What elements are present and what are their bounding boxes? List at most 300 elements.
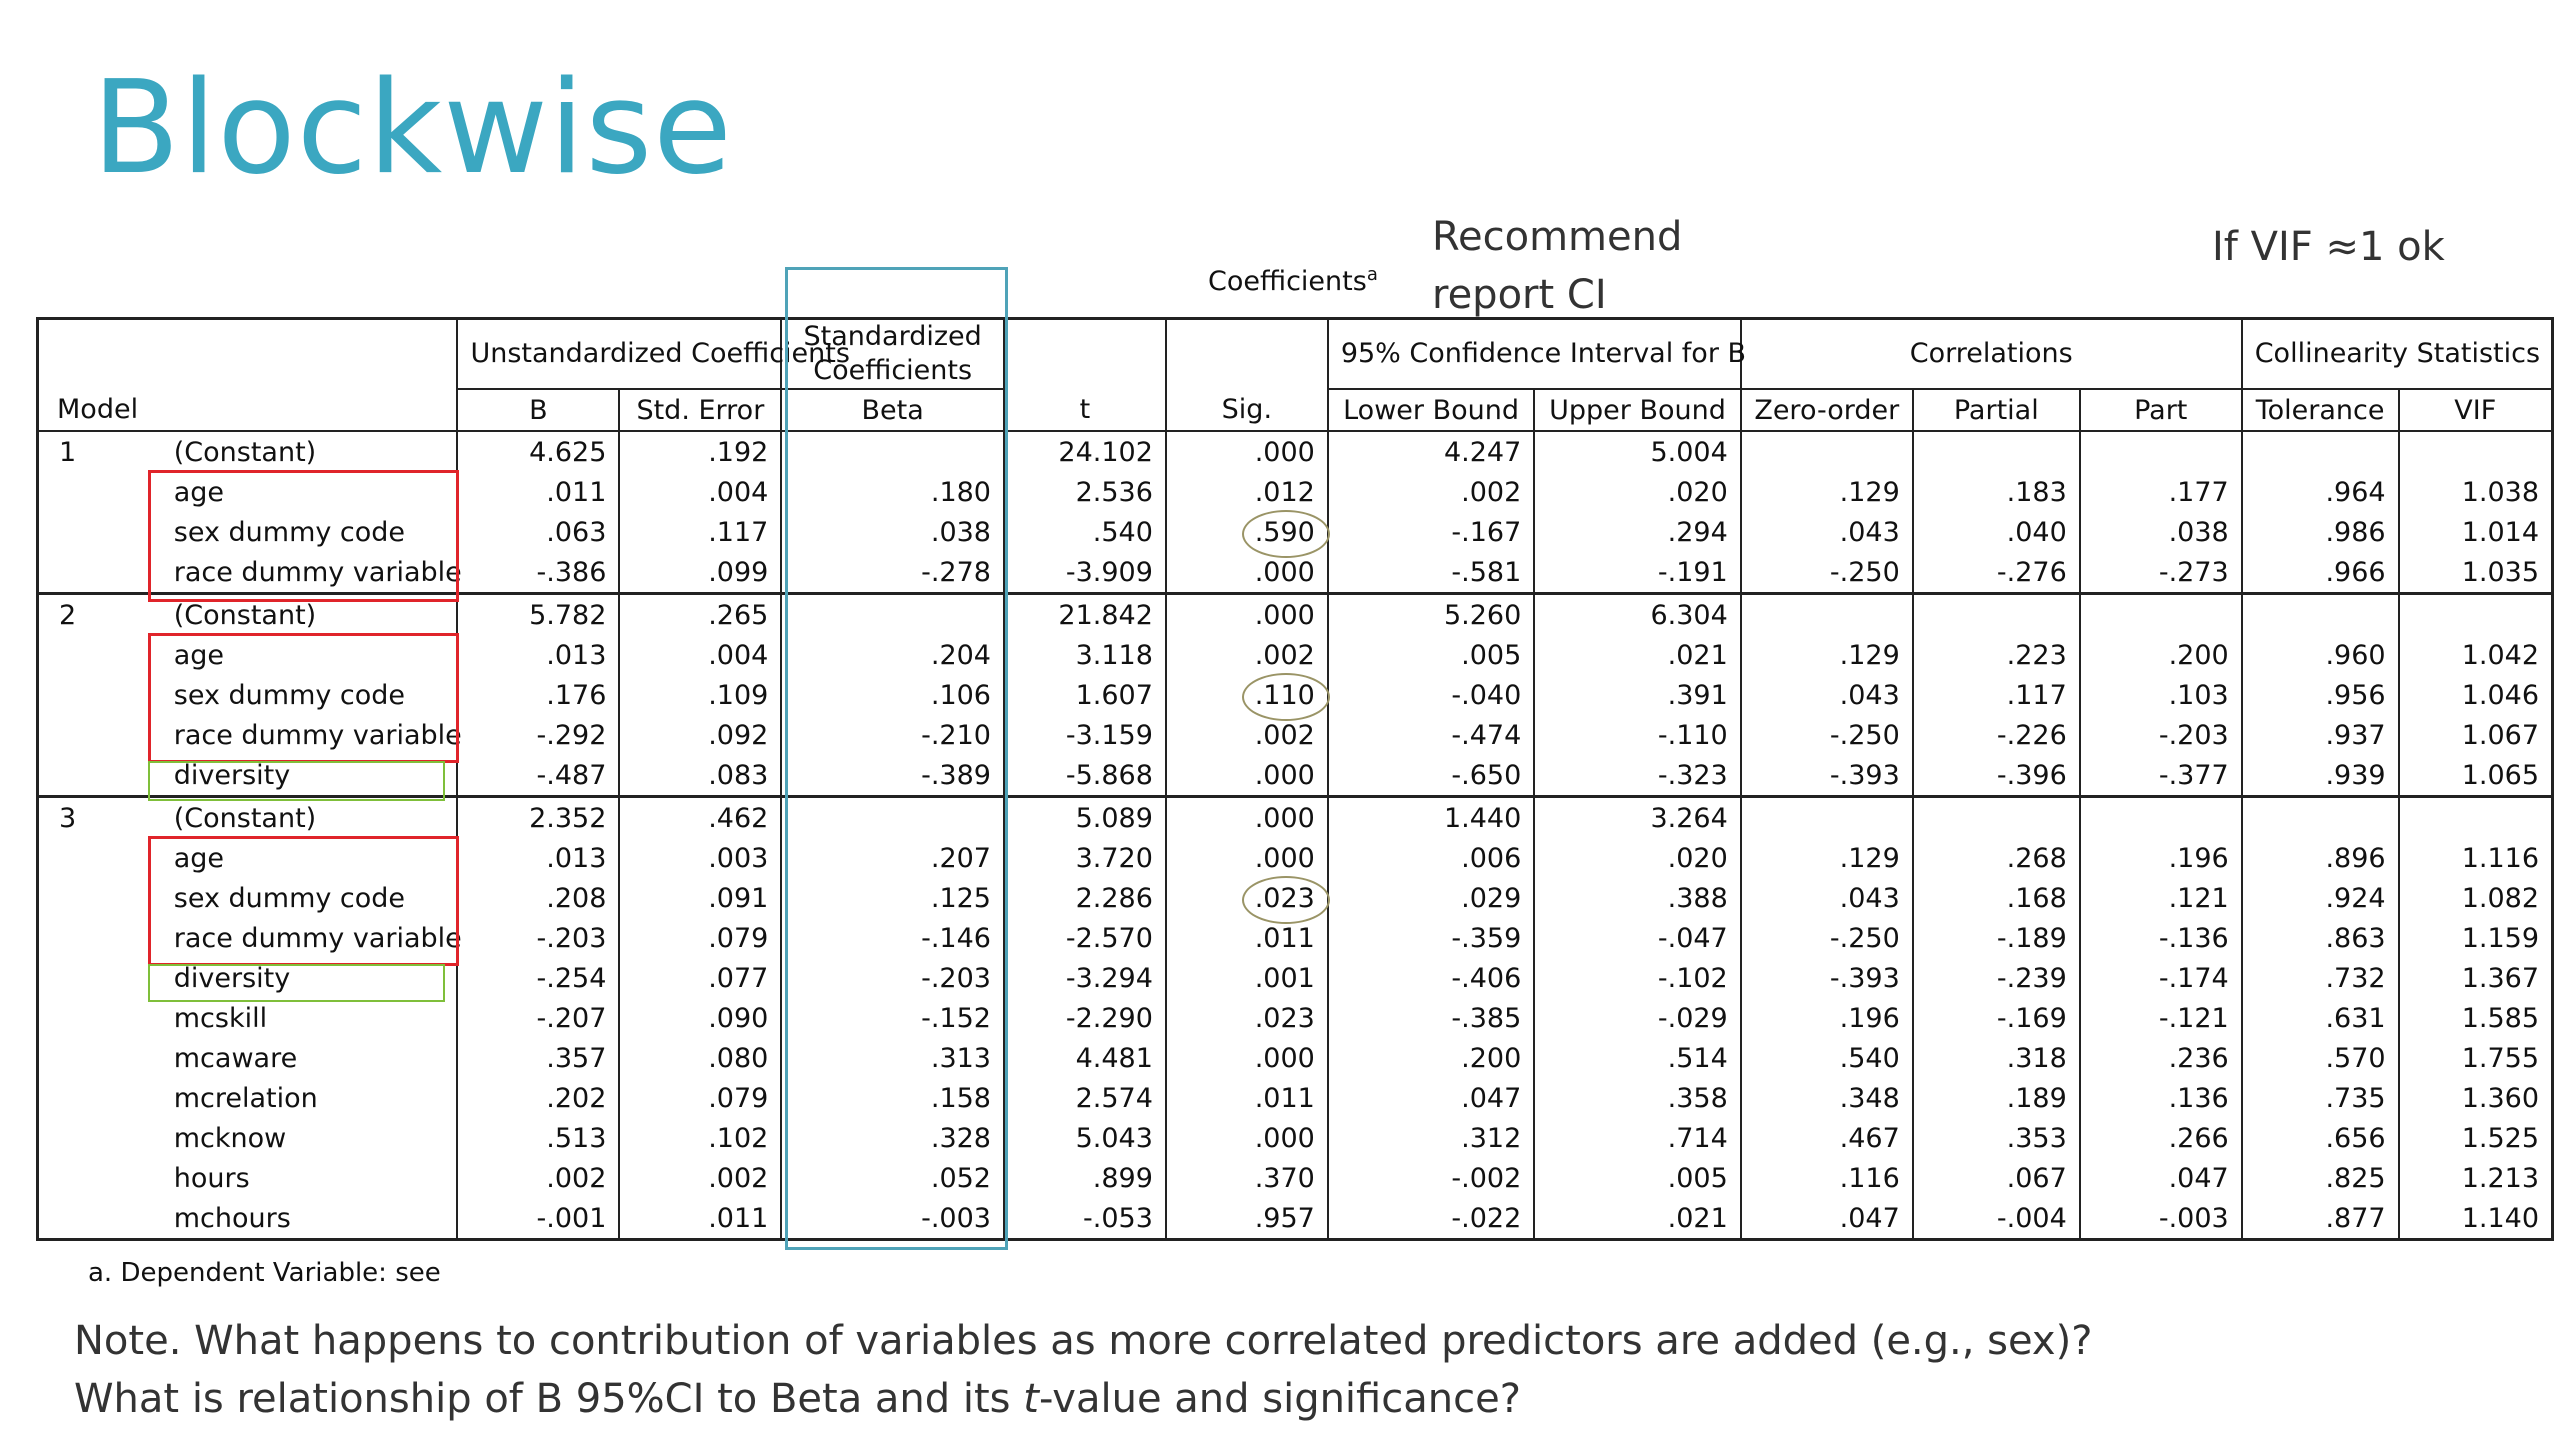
cell-b: 5.782: [457, 594, 619, 636]
header-sig-spacer: [1166, 319, 1328, 390]
cell-partial: -.169: [1913, 998, 2080, 1038]
header-unstd: Unstandardized Coefficients: [457, 319, 781, 390]
cell-vif: 1.046: [2461, 679, 2539, 711]
cell-b: .013: [457, 635, 619, 675]
cell-zero: .043: [1741, 512, 1913, 552]
note-line-1: Note. What happens to contribution of variables as more correlated predictors are added (e.g., sex)?: [74, 1318, 2093, 1364]
cell-upper: -.191: [1534, 552, 1740, 594]
cell-vif: 1.038: [2461, 476, 2539, 508]
header-b: B: [457, 389, 619, 431]
cell-upper: .021: [1534, 1198, 1740, 1240]
model-number: [38, 918, 144, 958]
cell-part: -.377: [2080, 755, 2242, 797]
cell-se: .077: [619, 958, 781, 998]
cell-lower: -.167: [1328, 512, 1534, 552]
cell-tol: .863: [2242, 918, 2399, 958]
cell-upper: 6.304: [1534, 594, 1740, 636]
table-row: [38, 918, 2553, 958]
model-number: [38, 755, 144, 797]
cell-beta: .125: [781, 878, 1004, 918]
cell-upper: -.102: [1534, 958, 1740, 998]
cell-tol: .924: [2242, 878, 2399, 918]
cell-se: .091: [619, 878, 781, 918]
cell-tol: .964: [2242, 472, 2399, 512]
cell-zero: .196: [1741, 998, 1913, 1038]
cell-upper: .388: [1534, 878, 1740, 918]
cell-beta: [781, 431, 1004, 472]
predictor-name: (Constant): [144, 431, 458, 472]
cell-zero: -.250: [1741, 552, 1913, 594]
table-row: [38, 472, 2553, 512]
cell-part: .177: [2080, 472, 2242, 512]
cell-part: -.136: [2080, 918, 2242, 958]
cell-t: .899: [1004, 1158, 1166, 1198]
cell-partial: -.276: [1913, 552, 2080, 594]
cell-b: -.207: [457, 998, 619, 1038]
cell-lower: .200: [1328, 1038, 1534, 1078]
cell-beta: .158: [781, 1078, 1004, 1118]
table-row: [38, 1078, 2553, 1118]
cell-partial: .318: [1913, 1038, 2080, 1078]
predictor-name: age: [144, 472, 458, 512]
cell-tol: .986: [2242, 512, 2399, 552]
cell-partial: [1913, 797, 2080, 839]
cell-t: 3.118: [1004, 635, 1166, 675]
cell-part: .121: [2080, 878, 2242, 918]
model-number: [38, 635, 144, 675]
cell-t: -5.868: [1004, 755, 1166, 797]
header-model-spacer: [38, 319, 458, 390]
cell-t: -2.570: [1004, 918, 1166, 958]
cell-vif: [2399, 431, 2553, 472]
cell-tol: .896: [2242, 838, 2399, 878]
cell-t: 3.720: [1004, 838, 1166, 878]
cell-lower: -.650: [1328, 755, 1534, 797]
header-vif: VIF: [2399, 389, 2553, 431]
ci-annotation-line2: report CI: [1432, 272, 1607, 318]
table-row: [38, 1118, 2553, 1158]
model-number: [38, 878, 144, 918]
cell-b: .002: [457, 1158, 619, 1198]
cell-beta: .052: [781, 1158, 1004, 1198]
cell-beta: [781, 594, 1004, 636]
cell-partial: .353: [1913, 1118, 2080, 1158]
cell-zero: .047: [1741, 1198, 1913, 1240]
cell-part: -.121: [2080, 998, 2242, 1038]
cell-partial: [1913, 431, 2080, 472]
cell-se: .090: [619, 998, 781, 1038]
cell-lower: .005: [1328, 635, 1534, 675]
cell-partial: .183: [1913, 472, 2080, 512]
predictor-name: mcaware: [144, 1038, 458, 1078]
cell-upper: .391: [1534, 675, 1740, 715]
cell-zero: [1741, 431, 1913, 472]
cell-sig: .000: [1166, 1118, 1328, 1158]
cell-partial: -.189: [1913, 918, 2080, 958]
cell-vif: 1.213: [2461, 1162, 2539, 1194]
cell-partial: -.239: [1913, 958, 2080, 998]
header-zero-order: Zero-order: [1741, 389, 1913, 431]
cell-sig: .011: [1166, 918, 1328, 958]
table-row: [38, 998, 2553, 1038]
cell-b: .513: [457, 1118, 619, 1158]
header-part: Part: [2080, 389, 2242, 431]
slide-note: [74, 1312, 2092, 1428]
model-number: [38, 512, 144, 552]
note-line-2-italic: t: [1023, 1376, 1039, 1422]
table-row: [38, 594, 2553, 636]
header-upper: Upper Bound: [1534, 389, 1740, 431]
cell-sig: .000: [1166, 838, 1328, 878]
model-number: [38, 1158, 144, 1198]
model-number: [38, 1078, 144, 1118]
header-std: Standardized Coefficients: [781, 319, 1004, 390]
predictor-name: sex dummy code: [144, 512, 458, 552]
cell-b: .208: [457, 878, 619, 918]
cell-beta: .204: [781, 635, 1004, 675]
cell-b: .063: [457, 512, 619, 552]
cell-vif: 1.755: [2461, 1042, 2539, 1074]
cell-t: -3.159: [1004, 715, 1166, 755]
predictor-name: race dummy variable: [144, 552, 458, 594]
cell-b: .176: [457, 675, 619, 715]
cell-part: -.174: [2080, 958, 2242, 998]
cell-se: .004: [619, 472, 781, 512]
cell-sig: .000: [1166, 594, 1328, 636]
cell-tol: .656: [2242, 1118, 2399, 1158]
predictor-name: age: [144, 635, 458, 675]
cell-upper: .020: [1534, 472, 1740, 512]
model-number: [38, 1038, 144, 1078]
cell-vif: 1.159: [2461, 922, 2539, 954]
coefficients-body: [38, 431, 2553, 1240]
header-t-spacer: [1004, 319, 1166, 390]
model-number: 3: [59, 802, 77, 834]
cell-se: .011: [619, 1198, 781, 1240]
cell-partial: .067: [1913, 1158, 2080, 1198]
cell-partial: -.004: [1913, 1198, 2080, 1240]
cell-b: -.386: [457, 552, 619, 594]
predictor-name: age: [144, 838, 458, 878]
cell-se: .102: [619, 1118, 781, 1158]
cell-beta: -.203: [781, 958, 1004, 998]
cell-t: .540: [1004, 512, 1166, 552]
table-row: [38, 715, 2553, 755]
cell-b: 4.625: [457, 431, 619, 472]
cell-upper: -.110: [1534, 715, 1740, 755]
cell-sig: .000: [1166, 552, 1328, 594]
cell-t: 5.043: [1004, 1118, 1166, 1158]
cell-zero: -.250: [1741, 715, 1913, 755]
cell-sig: .000: [1166, 431, 1328, 472]
cell-vif: 1.367: [2461, 962, 2539, 994]
cell-zero: -.250: [1741, 918, 1913, 958]
cell-beta: -.389: [781, 755, 1004, 797]
cell-t: 21.842: [1004, 594, 1166, 636]
cell-se: .003: [619, 838, 781, 878]
cell-part: .200: [2080, 635, 2242, 675]
cell-b: -.001: [457, 1198, 619, 1240]
cell-zero: .116: [1741, 1158, 1913, 1198]
table-row: [38, 635, 2553, 675]
cell-part: .266: [2080, 1118, 2242, 1158]
cell-sig: .370: [1166, 1158, 1328, 1198]
table-row: [38, 958, 2553, 998]
cell-lower: .029: [1328, 878, 1534, 918]
cell-tol: .732: [2242, 958, 2399, 998]
cell-upper: .514: [1534, 1038, 1740, 1078]
cell-b: .013: [457, 838, 619, 878]
cell-part: -.003: [2080, 1198, 2242, 1240]
cell-zero: .043: [1741, 878, 1913, 918]
cell-zero: .467: [1741, 1118, 1913, 1158]
cell-upper: .005: [1534, 1158, 1740, 1198]
cell-part: .136: [2080, 1078, 2242, 1118]
table-row: [38, 1038, 2553, 1078]
cell-tol: .966: [2242, 552, 2399, 594]
cell-vif: 1.065: [2399, 755, 2553, 797]
header-sig: Sig.: [1166, 389, 1328, 431]
cell-vif: 1.082: [2461, 882, 2539, 914]
cell-se: .004: [619, 635, 781, 675]
cell-lower: -.385: [1328, 998, 1534, 1038]
cell-t: -2.290: [1004, 998, 1166, 1038]
predictor-name: mcknow: [144, 1118, 458, 1158]
model-number: [38, 715, 144, 755]
cell-tol: [2242, 594, 2399, 636]
cell-tol: .939: [2242, 755, 2399, 797]
cell-b: .202: [457, 1078, 619, 1118]
cell-vif: 1.585: [2461, 1002, 2539, 1034]
cell-b: -.292: [457, 715, 619, 755]
cell-lower: 5.260: [1328, 594, 1534, 636]
coefficients-table: [36, 317, 2554, 1241]
cell-partial: .189: [1913, 1078, 2080, 1118]
cell-part: .196: [2080, 838, 2242, 878]
cell-lower: -.040: [1328, 675, 1534, 715]
predictor-name: mchours: [144, 1198, 458, 1240]
cell-tol: .825: [2242, 1158, 2399, 1198]
model-number: [38, 1118, 144, 1158]
cell-zero: .043: [1741, 675, 1913, 715]
cell-beta: .313: [781, 1038, 1004, 1078]
cell-t: 2.286: [1004, 878, 1166, 918]
cell-beta: .180: [781, 472, 1004, 512]
cell-upper: 3.264: [1534, 797, 1740, 839]
cell-zero: [1741, 797, 1913, 839]
cell-vif: 1.035: [2399, 552, 2553, 594]
cell-t: 24.102: [1004, 431, 1166, 472]
cell-upper: .294: [1534, 512, 1740, 552]
header-ci: 95% Confidence Interval for B: [1328, 319, 1741, 390]
cell-vif: 1.360: [2461, 1082, 2539, 1114]
cell-sig: .023: [1166, 878, 1328, 918]
cell-partial: [1913, 594, 2080, 636]
predictor-name: diversity: [144, 958, 458, 998]
cell-t: 5.089: [1004, 797, 1166, 839]
predictor-name: mcrelation: [144, 1078, 458, 1118]
cell-beta: .106: [781, 675, 1004, 715]
predictor-name: race dummy variable: [144, 715, 458, 755]
predictor-name: diversity: [144, 755, 458, 797]
cell-lower: -.406: [1328, 958, 1534, 998]
cell-b: 2.352: [457, 797, 619, 839]
model-number: [38, 958, 144, 998]
cell-lower: -.581: [1328, 552, 1534, 594]
cell-t: 4.481: [1004, 1038, 1166, 1078]
cell-t: -3.909: [1004, 552, 1166, 594]
cell-se: .109: [619, 675, 781, 715]
predictor-name: (Constant): [144, 594, 458, 636]
cell-lower: -.474: [1328, 715, 1534, 755]
cell-vif: 1.014: [2461, 516, 2539, 548]
cell-sig: .110: [1166, 675, 1328, 715]
cell-se: .079: [619, 1078, 781, 1118]
header-lower: Lower Bound: [1328, 389, 1534, 431]
table-row: [38, 1198, 2553, 1240]
cell-b: .011: [457, 472, 619, 512]
cell-beta: -.003: [781, 1198, 1004, 1240]
cell-beta: .038: [781, 512, 1004, 552]
vif-annotation: If VIF ≈1 ok: [2212, 224, 2445, 270]
cell-b: -.487: [457, 755, 619, 797]
table-row: [38, 512, 2553, 552]
cell-partial: .117: [1913, 675, 2080, 715]
cell-zero: .129: [1741, 472, 1913, 512]
cell-lower: .002: [1328, 472, 1534, 512]
cell-part: .047: [2080, 1158, 2242, 1198]
cell-se: .099: [619, 552, 781, 594]
cell-vif: [2399, 797, 2553, 839]
cell-beta: .328: [781, 1118, 1004, 1158]
cell-beta: -.278: [781, 552, 1004, 594]
table-row: [38, 797, 2553, 839]
cell-lower: .312: [1328, 1118, 1534, 1158]
cell-tol: .937: [2242, 715, 2399, 755]
cell-se: .192: [619, 431, 781, 472]
cell-beta: .207: [781, 838, 1004, 878]
predictor-name: (Constant): [144, 797, 458, 839]
cell-upper: -.029: [1534, 998, 1740, 1038]
cell-zero: .540: [1741, 1038, 1913, 1078]
cell-se: .117: [619, 512, 781, 552]
cell-upper: .714: [1534, 1118, 1740, 1158]
cell-upper: -.323: [1534, 755, 1740, 797]
cell-se: .080: [619, 1038, 781, 1078]
cell-lower: .006: [1328, 838, 1534, 878]
cell-lower: .047: [1328, 1078, 1534, 1118]
table-caption-sup: a: [1366, 264, 1378, 285]
header-correlations: Correlations: [1741, 319, 2242, 390]
ci-annotation-line1: Recommend: [1432, 214, 1683, 260]
cell-sig: .000: [1166, 797, 1328, 839]
header-partial: Partial: [1913, 389, 2080, 431]
cell-part: .236: [2080, 1038, 2242, 1078]
cell-b: .357: [457, 1038, 619, 1078]
predictor-name: sex dummy code: [144, 878, 458, 918]
table-row: [38, 675, 2553, 715]
cell-vif: 1.042: [2461, 639, 2539, 671]
cell-zero: .129: [1741, 635, 1913, 675]
predictor-name: sex dummy code: [144, 675, 458, 715]
cell-lower: -.002: [1328, 1158, 1534, 1198]
cell-upper: .021: [1534, 635, 1740, 675]
cell-sig: .000: [1166, 755, 1328, 797]
cell-t: -.053: [1004, 1198, 1166, 1240]
note-line-2: [74, 1370, 2092, 1428]
cell-part: .103: [2080, 675, 2242, 715]
slide-title: Blockwise: [92, 54, 733, 203]
cell-tol: [2242, 797, 2399, 839]
table-caption: [1208, 264, 1378, 297]
cell-vif: [2399, 594, 2553, 636]
cell-t: 2.574: [1004, 1078, 1166, 1118]
model-number: [38, 998, 144, 1038]
table-row: [38, 838, 2553, 878]
cell-sig: .002: [1166, 635, 1328, 675]
cell-beta: [781, 797, 1004, 839]
cell-se: .083: [619, 755, 781, 797]
cell-sig: .000: [1166, 1038, 1328, 1078]
cell-lower: -.022: [1328, 1198, 1534, 1240]
cell-beta: -.146: [781, 918, 1004, 958]
table-row: [38, 552, 2553, 594]
cell-se: .079: [619, 918, 781, 958]
cell-partial: .223: [1913, 635, 2080, 675]
cell-zero: -.393: [1741, 958, 1913, 998]
model-number: [38, 1198, 144, 1240]
cell-vif: 1.140: [2461, 1202, 2539, 1234]
cell-t: -3.294: [1004, 958, 1166, 998]
cell-b: -.203: [457, 918, 619, 958]
header-model: Model: [38, 389, 458, 431]
cell-part: [2080, 594, 2242, 636]
cell-partial: .168: [1913, 878, 2080, 918]
ci-annotation: [1432, 208, 1682, 324]
header-t: t: [1004, 389, 1166, 431]
cell-tol: [2242, 431, 2399, 472]
cell-sig: .590: [1166, 512, 1328, 552]
cell-tol: .735: [2242, 1078, 2399, 1118]
cell-partial: -.396: [1913, 755, 2080, 797]
cell-partial: -.226: [1913, 715, 2080, 755]
cell-lower: 4.247: [1328, 431, 1534, 472]
cell-sig: .957: [1166, 1198, 1328, 1240]
model-number: [38, 838, 144, 878]
predictor-name: race dummy variable: [144, 918, 458, 958]
cell-sig: .002: [1166, 715, 1328, 755]
cell-part: [2080, 431, 2242, 472]
table-footnote: a. Dependent Variable: see: [88, 1258, 441, 1288]
cell-tol: .570: [2242, 1038, 2399, 1078]
cell-sig: .023: [1166, 998, 1328, 1038]
cell-sig: .011: [1166, 1078, 1328, 1118]
cell-partial: .268: [1913, 838, 2080, 878]
cell-beta: -.152: [781, 998, 1004, 1038]
cell-sig: .012: [1166, 472, 1328, 512]
cell-zero: [1741, 594, 1913, 636]
cell-se: .462: [619, 797, 781, 839]
cell-tol: .956: [2242, 675, 2399, 715]
cell-lower: 1.440: [1328, 797, 1534, 839]
cell-zero: -.393: [1741, 755, 1913, 797]
table-caption-text: Coefficients: [1208, 266, 1367, 297]
cell-zero: .129: [1741, 838, 1913, 878]
cell-part: -.273: [2080, 552, 2242, 594]
cell-sig: .001: [1166, 958, 1328, 998]
model-number: 2: [59, 599, 77, 631]
cell-t: 1.607: [1004, 675, 1166, 715]
